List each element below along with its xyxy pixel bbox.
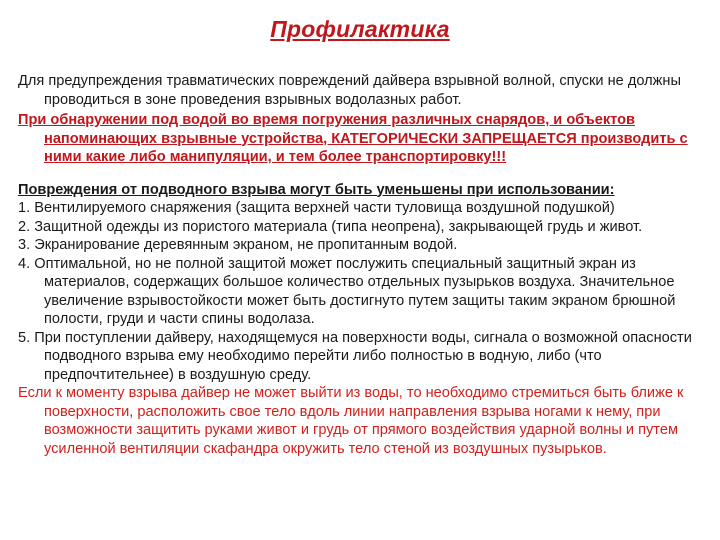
page-title: Профилактика — [270, 16, 450, 42]
warning-paragraph: При обнаружении под водой во время погружения различных снарядов, и объектов напоминающих взрывные устройства, КАТЕГОРИЧЕСКИ ЗАПРЕЩАЕТСЯ производить с ними какие либо манипуляции, и тем более транспортировку!!! — [18, 112, 688, 165]
document-body — [18, 72, 710, 458]
list-item-5: 5. При поступлении дайверу, находящемуся на поверхности воды, сигнала о возможной опасности подводного взрыва ему необходимо перейти либо полностью в водную, либо (что предпочтительнее) в воздушную среду. — [18, 329, 692, 383]
closing-paragraph: Если к моменту взрыва дайвер не может выйти из воды, то необходимо стремиться быть ближе к поверхности, расположить свое тело вдоль линии направления взрыва ногами к нему, при возможности защитить руками живот и грудь от прямого воздействия ударной волны и путем усиленной вентиляции скафандра окружить тело стеной из воздушных пузырьков. — [18, 385, 684, 457]
protection-heading: Повреждения от подводного взрыва могут быть уменьшены при использовании: — [18, 181, 615, 198]
intro-paragraph: Для предупреждения травматических повреждений дайвера взрывной волной, спуски не должны проводиться в зоне проведения взрывных водолазных работ. — [18, 73, 681, 108]
list-item-1: 1. Вентилируемого снаряжения (защита верхней части туловища воздушной подушкой) — [18, 200, 615, 216]
list-item-2: 2. Защитной одежды из пористого материала (типа неопрена), закрывающей грудь и живот. — [18, 218, 643, 235]
list-item-4: 4. Оптимальной, но не полной защитой может послужить специальный защитный экран из материалов, содержащих большое количество отдельных пузырьков воздуха. Значительное увеличение взрывостойкости может быть достигнуто путем защиты таким экраном брюшной полости, груди и части спины водолаза. — [18, 255, 676, 327]
list-item-3: 3. Экранирование деревянным экраном, не пропитанным водой. — [18, 237, 458, 253]
